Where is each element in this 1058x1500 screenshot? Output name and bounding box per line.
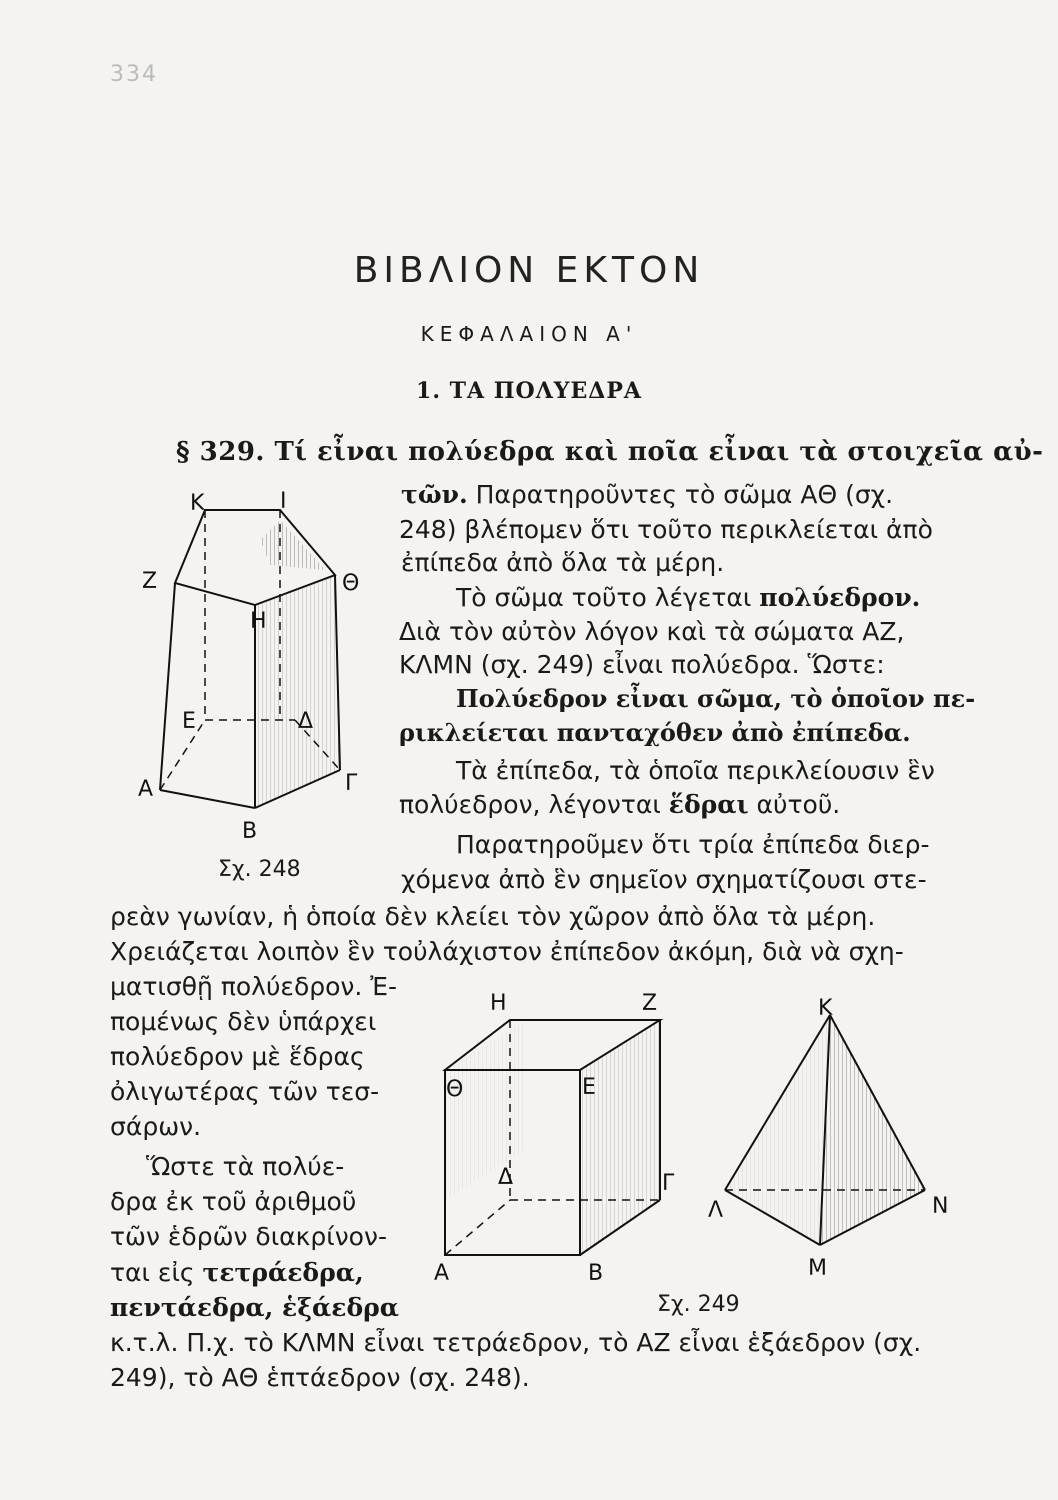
text-line: Ὥστε τὰ πολύε- (146, 1152, 345, 1181)
paragraph-heading: § 329. Τί εἶναι πολύεδρα καὶ ποῖα εἶναι τὰ στοιχεῖα αὐ- (176, 437, 1044, 467)
text-line: πομένως δὲν ὑπάρχει (110, 1007, 377, 1036)
cube-label-E: Ε (582, 1075, 596, 1100)
text-span: Παρατηροῦντες τὸ σῶμα ΑΘ (σχ. (467, 480, 894, 509)
right-face-shading (255, 575, 340, 808)
label-K: Κ (190, 491, 205, 516)
text-line: σάρων. (110, 1112, 202, 1141)
figure-249-tetrahedron (690, 995, 980, 1285)
label-D: Δ (298, 709, 314, 734)
definition-line: Πολύεδρον εἶναι σῶμα, τὸ ὁποῖον πε- (456, 684, 976, 713)
caption-249: Σχ. 249 (657, 1292, 740, 1317)
figure-248 (130, 490, 390, 860)
tetra-left-shading (725, 1015, 830, 1245)
text-line (456, 583, 920, 613)
text-line: Τὰ ἐπίπεδα, τὰ ὁποῖα περικλείουσιν ἓν (456, 756, 935, 785)
text-line: 249), τὸ ΑΘ ἑπτάεδρον (σχ. 248). (110, 1363, 530, 1392)
cube-label-Th: Θ (446, 1077, 464, 1102)
label-I: Ι (280, 489, 287, 514)
label-E: Ε (182, 709, 196, 734)
term-pentahedra-hexahedra: πεντάεδρα, ἑξάεδρα (110, 1293, 400, 1322)
text-line: ρεὰν γωνίαν, ἡ ὁποία δὲν κλείει τὸν χῶρον ἀπὸ ὅλα τὰ μέρη. (110, 902, 876, 931)
label-A: Α (138, 777, 154, 802)
label-G: Γ (345, 771, 358, 796)
caption-248: Σχ. 248 (218, 857, 301, 882)
text-line: πολύεδρον μὲ ἕδρας (110, 1042, 365, 1071)
book-title: ΒΙΒΛΙΟΝ ΕΚΤΟΝ (353, 250, 705, 291)
tetra-label-L: Λ (708, 1198, 724, 1223)
term-tetrahedra: τετράεδρα, (202, 1258, 364, 1287)
tetra-label-N: Ν (932, 1194, 949, 1219)
text-line: ΚΛΜΝ (σχ. 249) εἶναι πολύεδρα. Ὥστε: (399, 650, 885, 679)
text-span: ται εἰς (110, 1258, 203, 1287)
cube-hidden-A-D (445, 1200, 510, 1255)
text-line: τῶν ἑδρῶν διακρίνον- (110, 1222, 387, 1251)
term-polyhedron: πολύεδρον. (759, 583, 921, 612)
cube-label-D: Δ (498, 1165, 514, 1190)
label-B: Β (242, 819, 258, 844)
text-line: χόμενα ἀπὸ ἓν σημεῖον σχηματίζουσι στε- (401, 865, 927, 894)
text-line: 248) βλέπομεν ὅτι τοῦτο περικλείεται ἀπὸ (399, 515, 933, 544)
cube-label-H: Η (490, 991, 507, 1016)
text-line (110, 1258, 364, 1288)
definition-line: ρικλείεται πανταχόθεν ἀπὸ ἐπίπεδα. (399, 718, 911, 747)
cube-right-shading (580, 1020, 660, 1255)
label-Z: Ζ (142, 569, 158, 594)
text-line (399, 790, 840, 820)
chapter-heading: ΚΕΦΑΛΑΙΟΝ Α' (420, 322, 638, 346)
text-line: ματισθῇ πολύεδρον. Ἐ- (110, 972, 398, 1001)
text-line: Παρατηροῦμεν ὅτι τρία ἐπίπεδα διερ- (456, 830, 930, 859)
text-line: δρα ἐκ τοῦ ἀριθμοῦ (110, 1187, 357, 1216)
text-bold: τῶν. (401, 480, 468, 509)
tetra-right-shading (820, 1015, 925, 1245)
text-line: ἐπίπεδα ἀπὸ ὅλα τὰ μέρη. (401, 548, 725, 577)
label-Th: Θ (342, 571, 360, 596)
text-line: Χρειάζεται λοιπὸν ἓν τοὐλάχιστον ἐπίπεδον ἀκόμη, διὰ νὰ σχη- (110, 937, 904, 966)
text-line: κ.τ.λ. Π.χ. τὸ ΚΛΜΝ εἶναι τετράεδρον, τὸ ΑΖ εἶναι ἑξάεδρον (σχ. (110, 1328, 922, 1357)
top-shading (260, 520, 325, 570)
term-faces: ἕδραι (668, 790, 749, 819)
text-span: Τὸ σῶμα τοῦτο λέγεται (456, 583, 760, 612)
text-span: αὐτοῦ. (748, 790, 841, 819)
tetra-label-K: Κ (818, 996, 833, 1021)
text-span: πολύεδρον, λέγονται (399, 790, 669, 819)
figure-249-cube (430, 990, 680, 1285)
label-H: Η (250, 609, 267, 634)
edge-Z-A (160, 583, 175, 790)
edge-A-B (160, 790, 255, 808)
cube-label-B: Β (588, 1261, 604, 1286)
cube-label-G: Γ (662, 1171, 675, 1196)
cube-label-Z: Ζ (642, 991, 658, 1016)
text-line (401, 480, 893, 510)
tetra-label-M: Μ (808, 1256, 827, 1281)
text-line: ὀλιγωτέρας τῶν τεσ- (110, 1077, 380, 1106)
section-heading: 1. ΤΑ ΠΟΛΥΕΔΡΑ (416, 378, 642, 404)
text-line: Διὰ τὸν αὐτὸν λόγον καὶ τὰ σώματα ΑΖ, (399, 617, 905, 646)
page-number: 334 (110, 62, 158, 87)
cube-label-A: Α (434, 1261, 450, 1286)
